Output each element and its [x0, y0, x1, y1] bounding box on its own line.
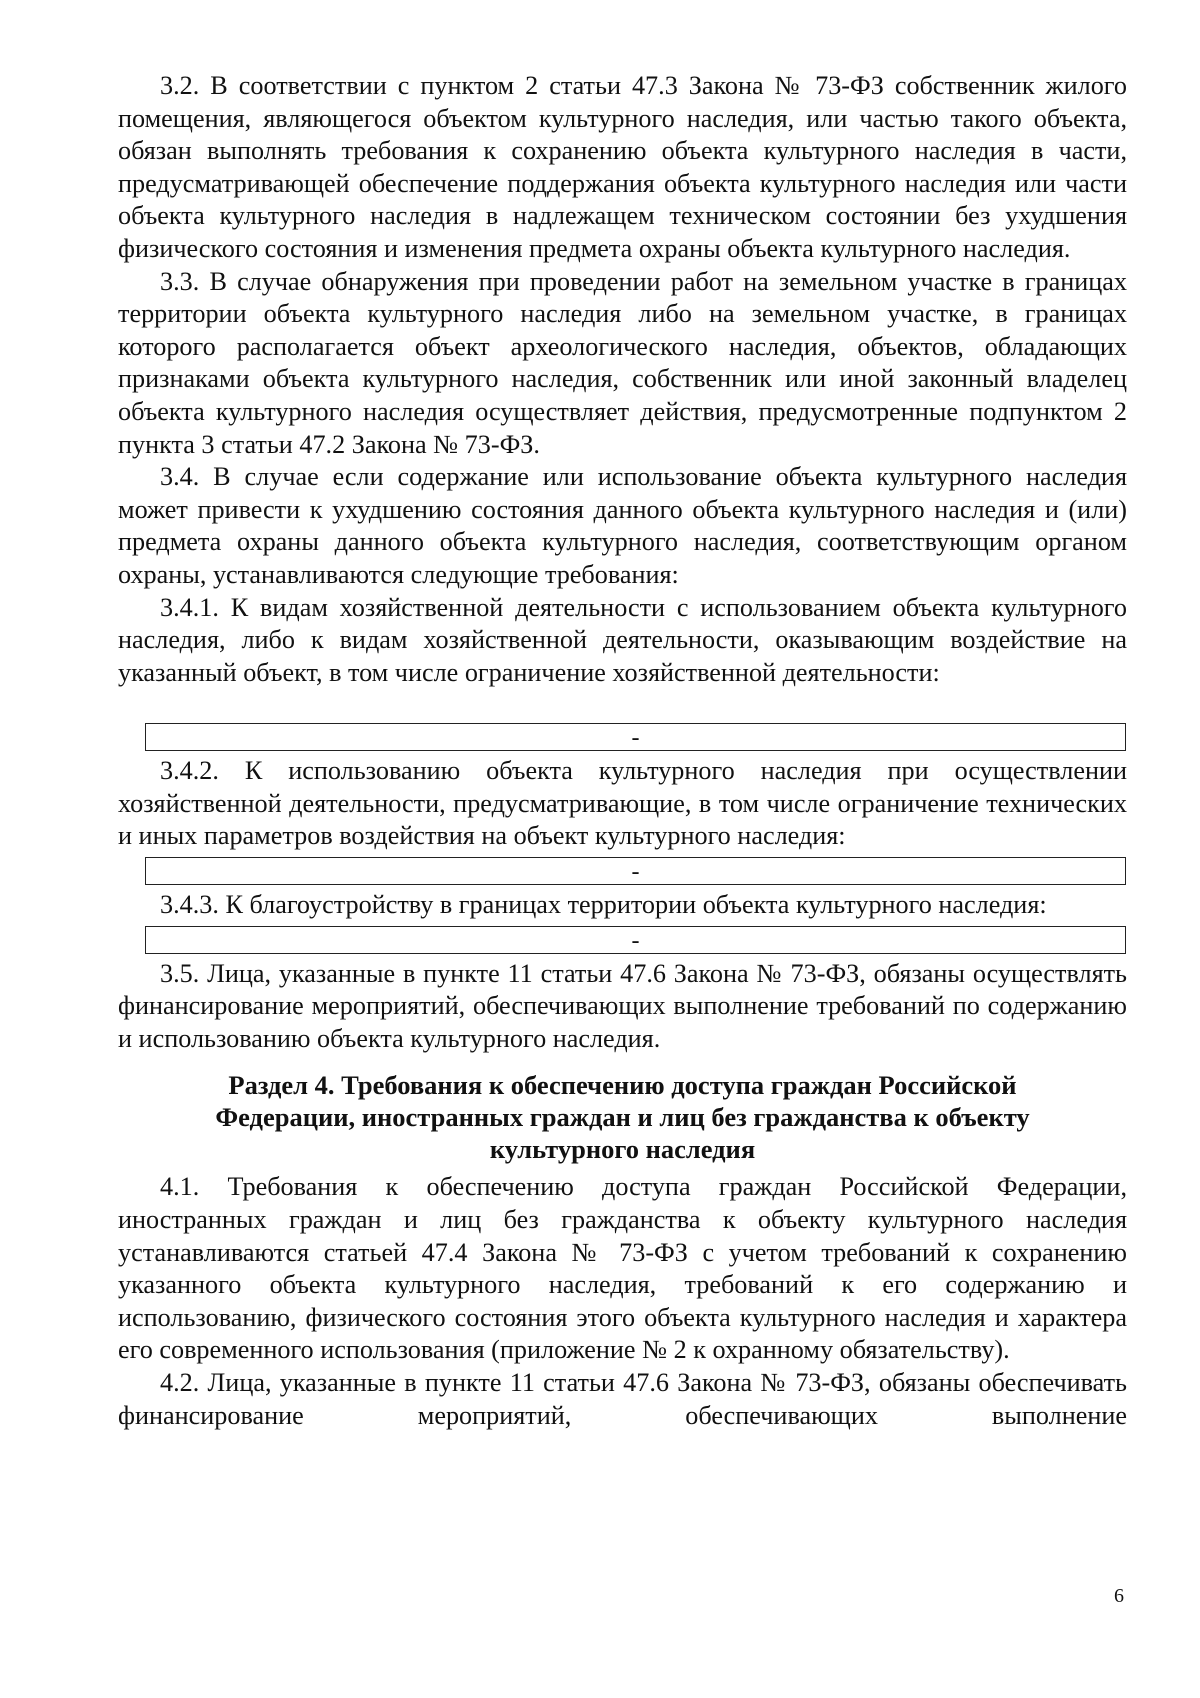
paragraph-3-4-1: 3.4.1. К видам хозяйственной деятельности с использованием объекта культурного наследия, либо к видам хозяйственной деятельности, оказывающим воздействие на указанный объект, в том числе ограничение хозяйственной деятельности: [118, 592, 1127, 687]
paragraph-3-4-2: 3.4.2. К использованию объекта культурного наследия при осуществлении хозяйственной деятельности, предусматривающие, в том числе ограничение технических и иных параметров воздействия на объект культурного наследия: [118, 756, 1127, 851]
section-4-heading [118, 1069, 1127, 1165]
page-number: 6 [1114, 1585, 1124, 1607]
requirement-cell-1: - [145, 723, 1126, 751]
paragraph-4-2: 4.2. Лица, указанные в пункте 11 статьи 47.6 Закона № 73-ФЗ, обязаны обеспечивать финансирование мероприятий, обеспечивающих выполнение [118, 1368, 1127, 1430]
paragraph-3-4: 3.4. В случае если содержание или использование объекта культурного наследия может привести к ухудшению состояния данного объекта культурного наследия и (или) предмета охраны данного объекта культурного наследия, соответствующим органом охраны, устанавливаются следующие требования: [118, 462, 1127, 589]
paragraph-3-4-3: 3.4.3. К благоустройству в границах территории объекта культурного наследия: [160, 890, 1047, 920]
section-4-heading-line-3: культурного наследия [489, 1134, 756, 1165]
paragraph-4-1: 4.1. Требования к обеспечению доступа граждан Российской Федерации, иностранных граждан и лиц без гражданства к объекту культурного наследия устанавливаются статьей 47.4 Закона № 73-ФЗ с учетом требований к сохранению указанного объекта культурного наследия, требований к его содержанию и использованию, физического состояния этого объекта культурного наследия и характера его современного использования (приложение № 2 к охранному обязательству). [118, 1172, 1127, 1365]
section-4-heading-line-2: Федерации, иностранных граждан и лиц без гражданства к объекту [215, 1102, 1030, 1133]
paragraph-3-5: 3.5. Лица, указанные в пункте 11 статьи 47.6 Закона № 73-ФЗ, обязаны осуществлять финансирование мероприятий, обеспечивающих выполнение требований по содержанию и использованию объекта культурного наследия. [118, 958, 1127, 1053]
section-4-heading-line-1: Раздел 4. Требования к обеспечению доступа граждан Российской [228, 1070, 1017, 1101]
requirement-cell-2: - [145, 857, 1126, 885]
paragraph-3-3: 3.3. В случае обнаружения при проведении работ на земельном участке в границах территории объекта культурного наследия либо на земельном участке, в границах которого располагается объект археологического наследия, объектов, обладающих признаками объекта культурного наследия, собственник или иной законный владелец объекта культурного наследия осуществляет действия, предусмотренные подпунктом 2 пункта 3 статьи 47.2 Закона № 73-ФЗ. [118, 266, 1127, 459]
requirement-cell-3: - [145, 926, 1126, 954]
paragraph-3-2: 3.2. В соответствии с пунктом 2 статьи 47.3 Закона № 73-ФЗ собственник жилого помещения, являющегося объектом культурного наследия, или частью такого объекта, обязан выполнять требования к сохранению объекта культурного наследия в части, предусматривающей обеспечение поддержания объекта культурного наследия или части объекта культурного наследия в надлежащем техническом состоянии без ухудшения физического состояния и изменения предмета охраны объекта культурного наследия. [118, 71, 1127, 263]
spacer [118, 689, 1127, 719]
document-page [118, 70, 1127, 1432]
